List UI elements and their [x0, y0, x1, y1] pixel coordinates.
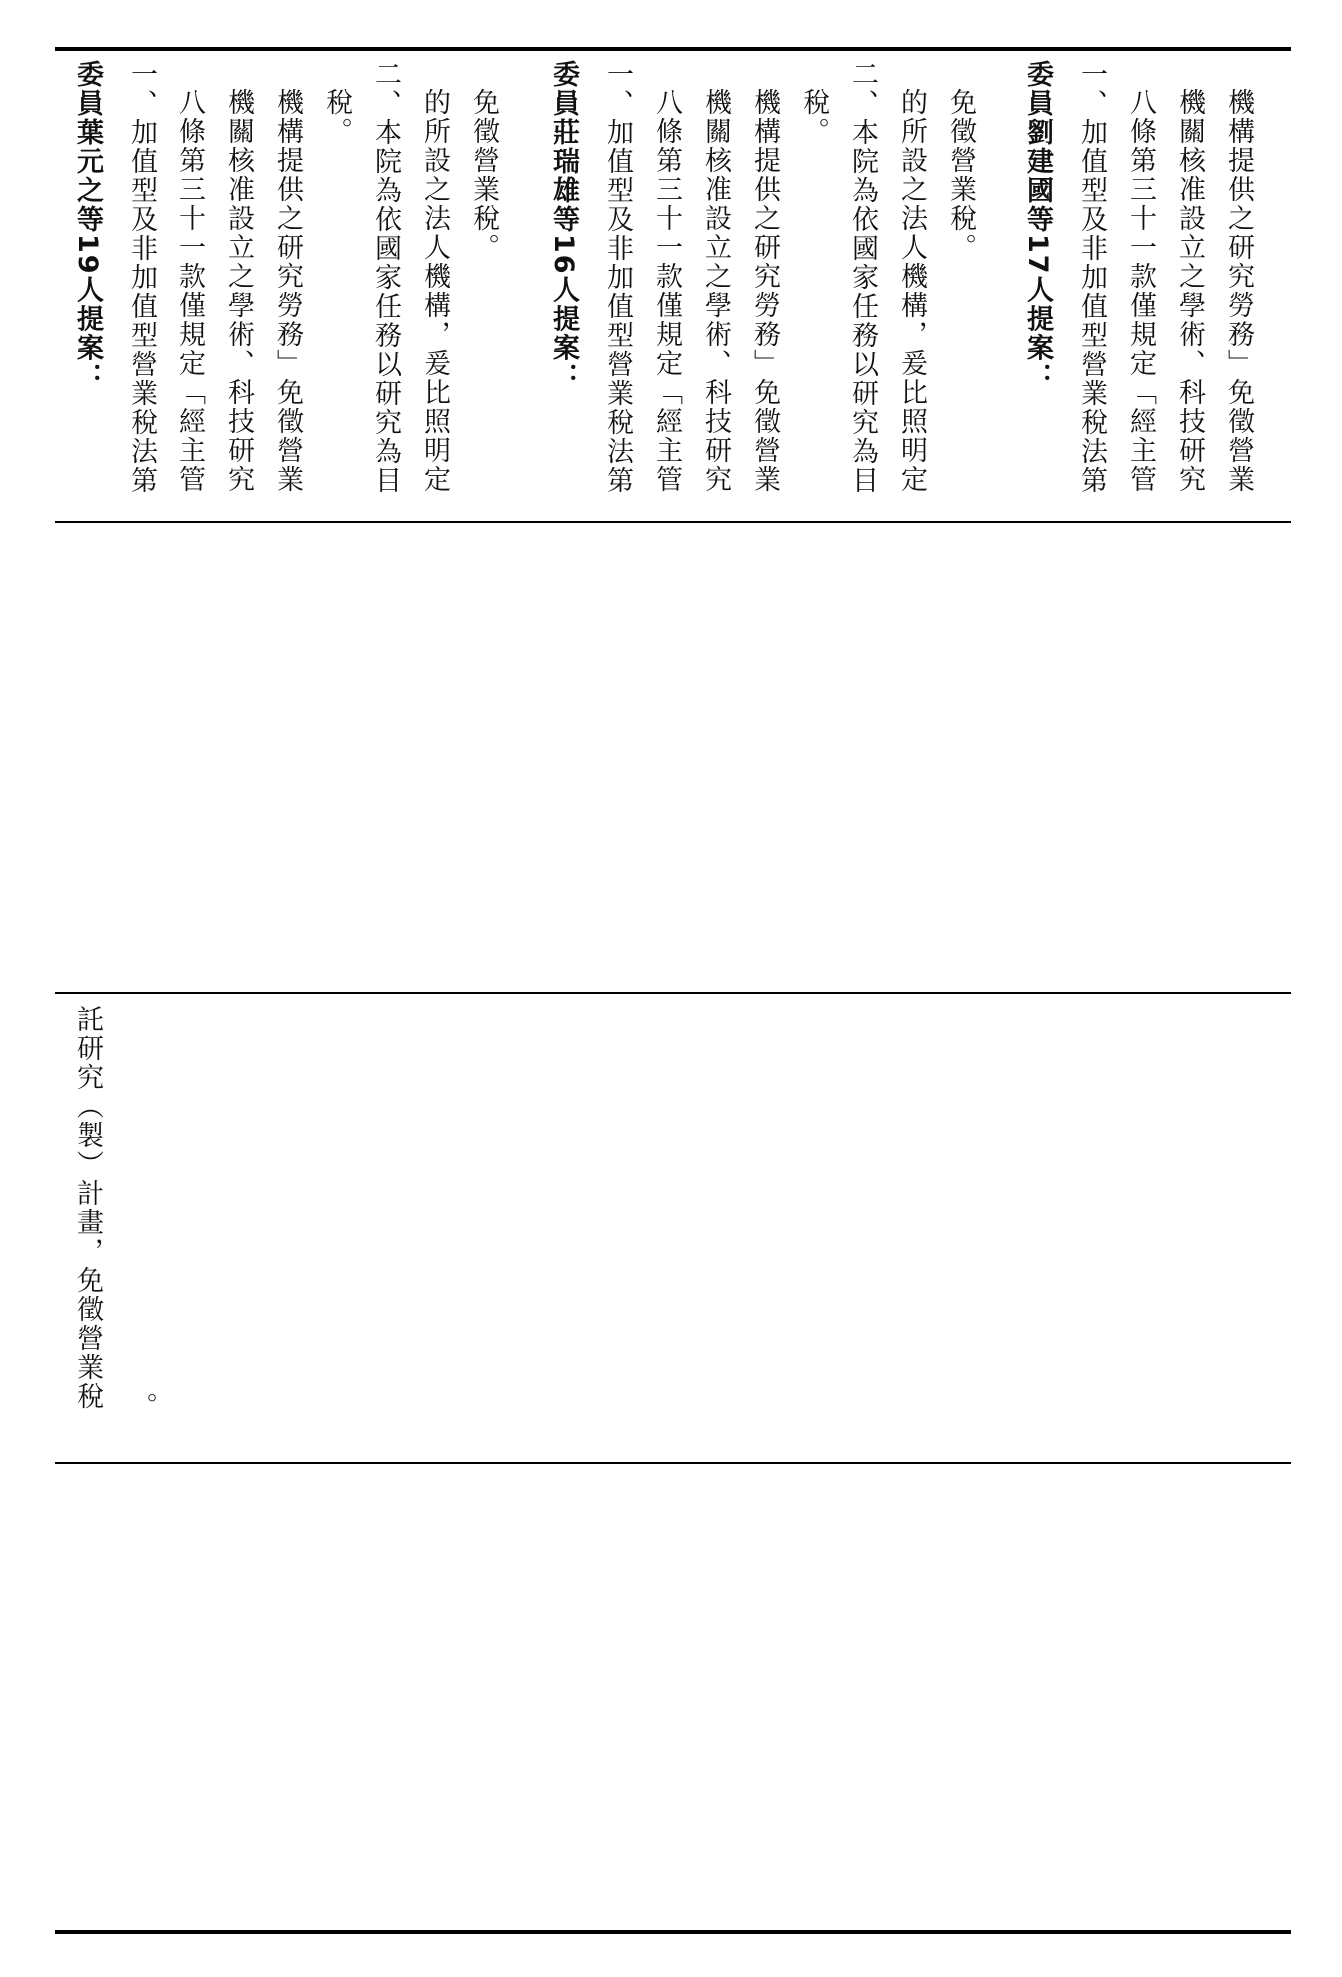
- proposal-ye-heading: 委員葉元之等19人提案：: [72, 60, 103, 392]
- proposal-liu-item1-line4: 機構提供之研究勞務」免徵營業: [1223, 88, 1254, 494]
- divider-1: [55, 521, 1291, 523]
- proposal-ye-item2-line2: 的所設之法人機構，爰比照明定: [419, 88, 450, 494]
- proposal-zhuang-item2-line3: 免徵營業稅。: [945, 88, 976, 262]
- proposal-ye-item1-line3: 機關核准設立之學術、科技研究: [223, 88, 254, 494]
- proposal-liu-item1-line3: 機關核准設立之學術、科技研究: [1174, 88, 1205, 494]
- middle-line1: 託研究（製）計畫，免徵營業稅: [72, 1005, 103, 1411]
- proposal-liu-item1-line2: 八條第三十一款僅規定「經主管: [1125, 88, 1156, 494]
- proposal-zhuang-item2-line2: 的所設之法人機構，爰比照明定: [896, 88, 927, 494]
- proposal-ye-item2-line3: 免徵營業稅。: [468, 88, 499, 262]
- proposal-liu-heading: 委員劉建國等17人提案：: [1022, 60, 1053, 392]
- proposal-zhuang-item1-line2: 八條第三十一款僅規定「經主管: [651, 88, 682, 494]
- top-border: [55, 47, 1291, 51]
- bottom-border: [55, 1930, 1291, 1934]
- proposal-ye-item1-line5: 稅。: [321, 88, 352, 146]
- proposal-zhuang-item1-line1: 一、加值型及非加值型營業稅法第: [602, 60, 633, 495]
- proposal-liu-item1-line1: 一、加值型及非加值型營業稅法第: [1076, 60, 1107, 495]
- proposal-ye-item1-line1: 一、加值型及非加值型營業稅法第: [126, 60, 157, 495]
- proposal-ye-item1-line2: 八條第三十一款僅規定「經主管: [174, 88, 205, 494]
- proposal-zhuang-heading: 委員莊瑞雄等16人提案：: [548, 60, 579, 392]
- proposal-zhuang-item1-line5: 稅。: [798, 88, 829, 146]
- divider-3: [55, 1462, 1291, 1464]
- proposal-zhuang-item1-line4: 機構提供之研究勞務」免徵營業: [749, 88, 780, 494]
- middle-line2: 。: [126, 1392, 157, 1421]
- proposal-zhuang-item1-line3: 機關核准設立之學術、科技研究: [700, 88, 731, 494]
- proposal-zhuang-item2-line1: 二、本院為依國家任務以研究為目: [847, 60, 878, 495]
- proposal-ye-item1-line4: 機構提供之研究勞務」免徵營業: [272, 88, 303, 494]
- divider-2: [55, 992, 1291, 994]
- proposal-ye-item2-line1: 二、本院為依國家任務以研究為目: [370, 60, 401, 495]
